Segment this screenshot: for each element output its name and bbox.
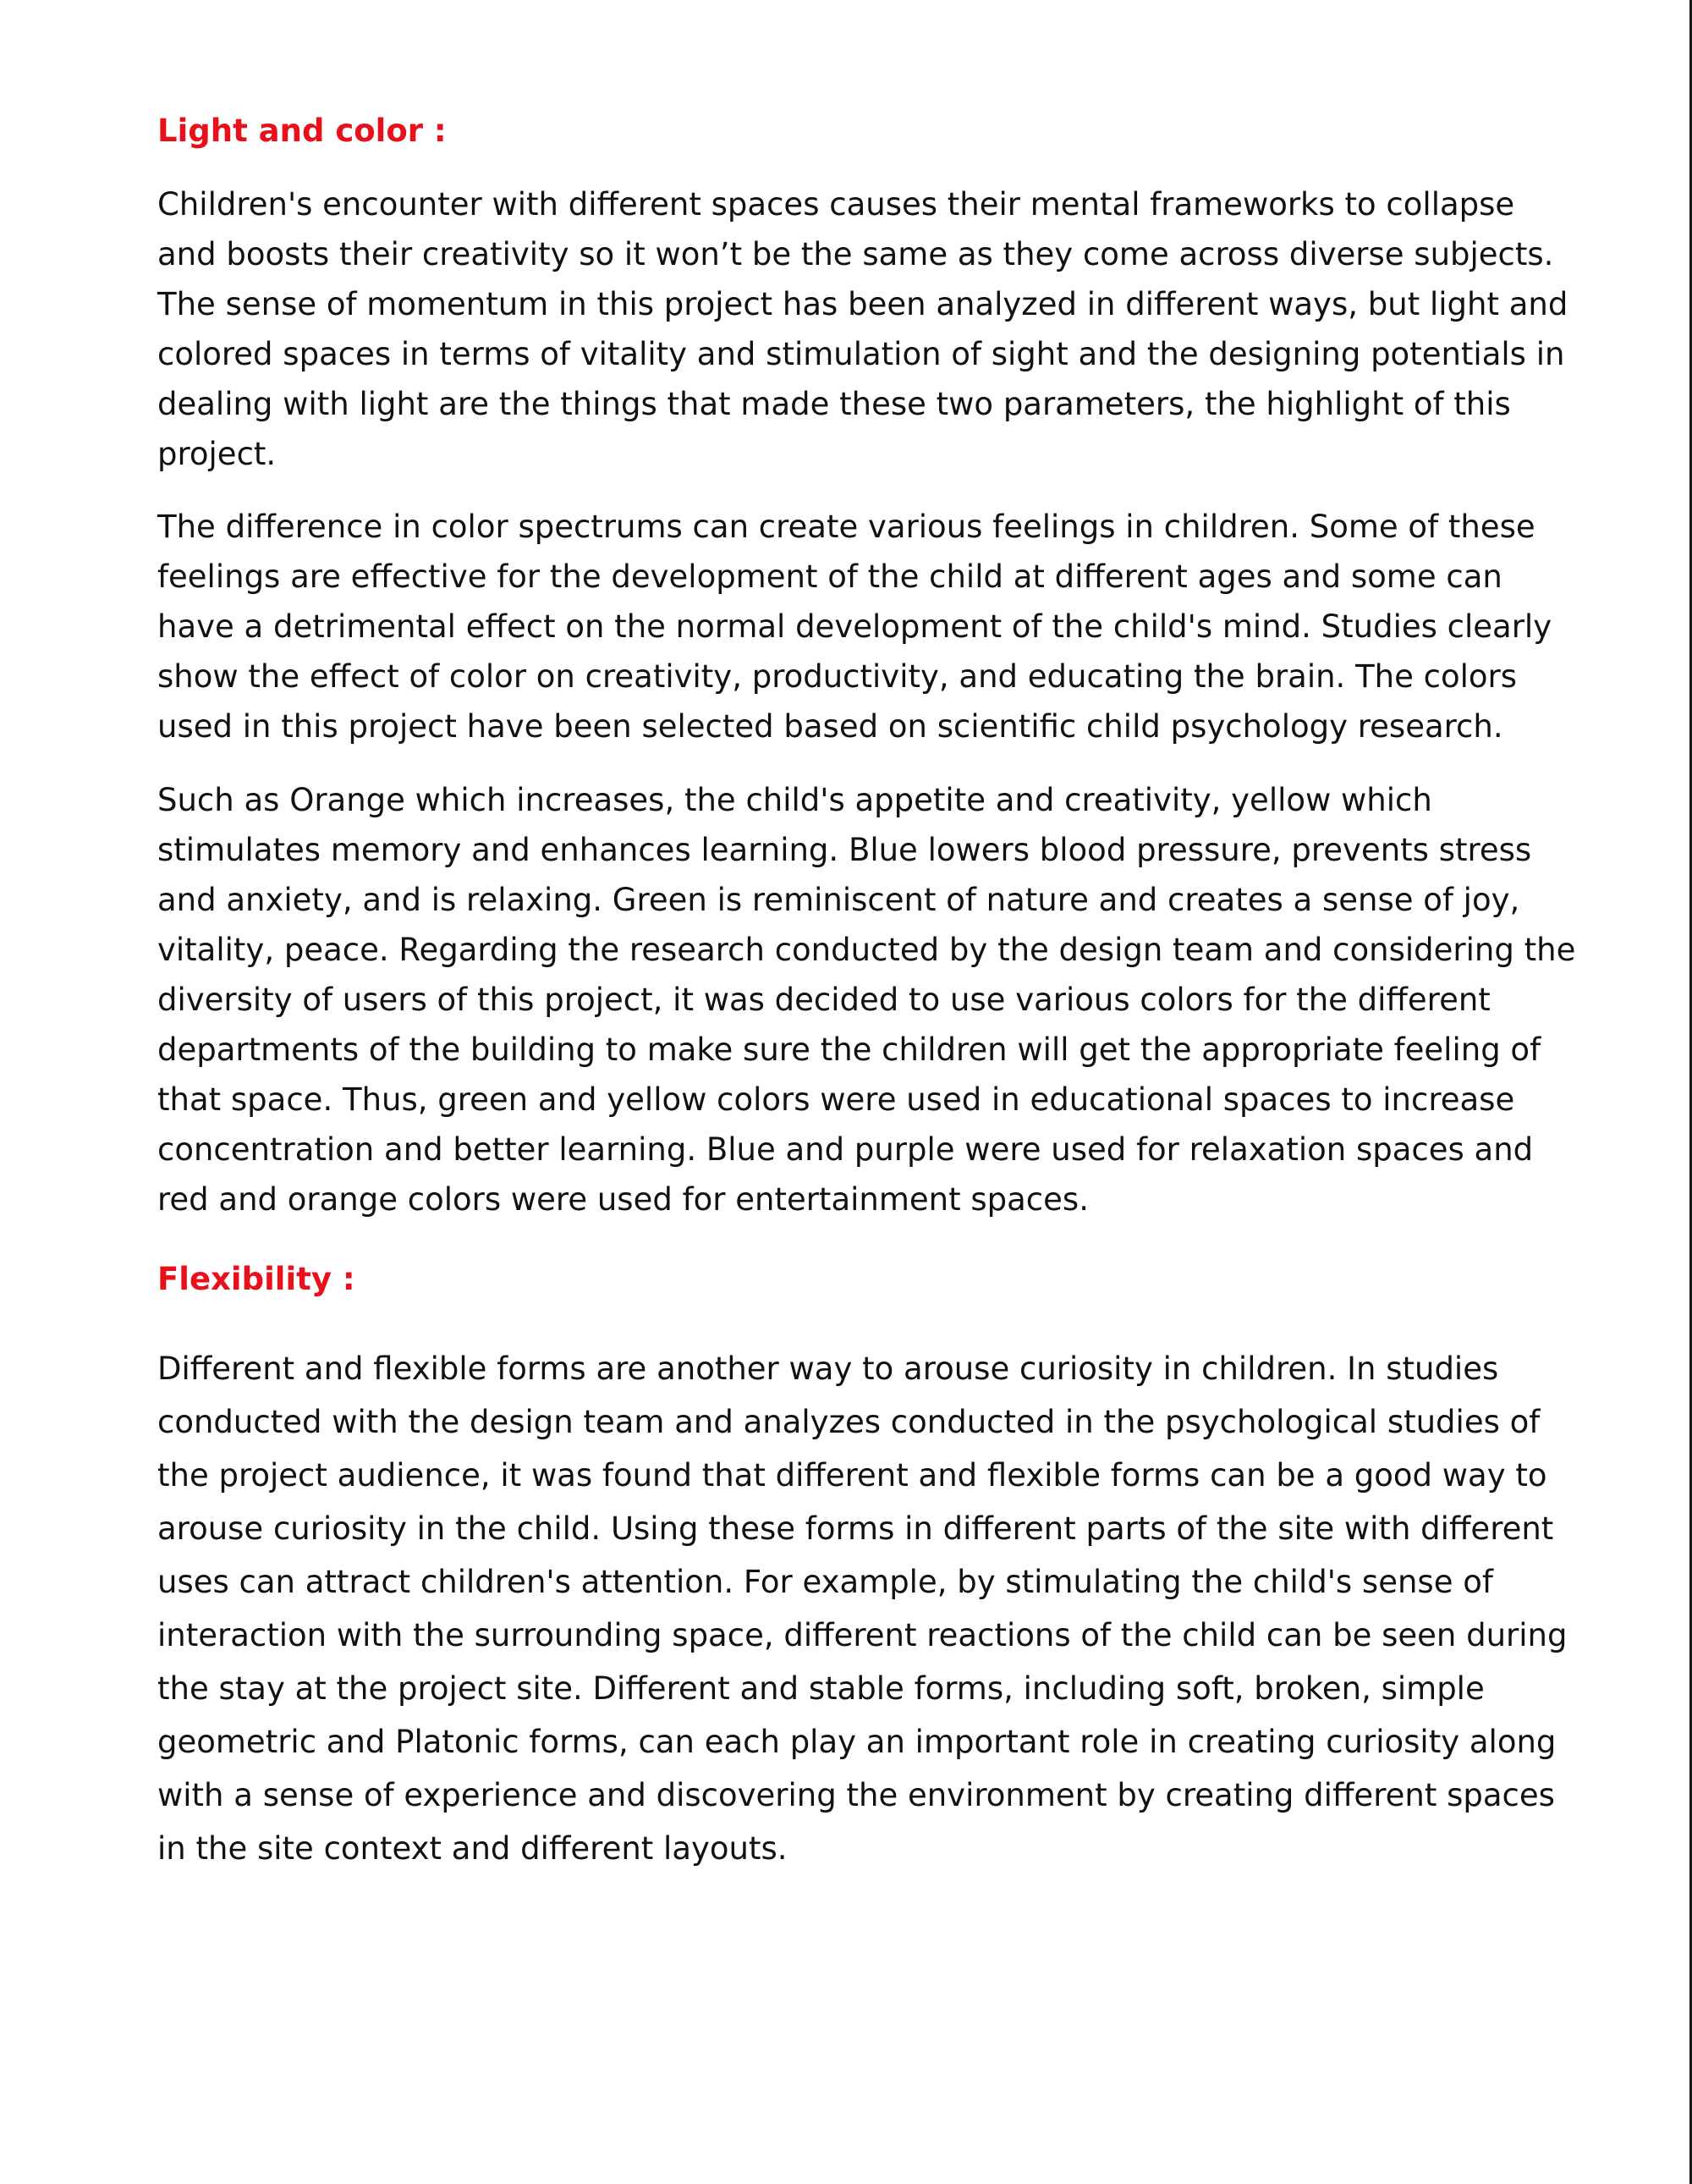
section-heading: Flexibility : xyxy=(157,1261,355,1297)
paragraph: Such as Orange which increases, the child's appetite and creativity, yellow which stimulates memory and enhances learning. Blue lowers blood pressure, prevents stress and anxiety, and is relaxing. Green is reminiscent of nature and creates a sense of joy, vitality, peace. Regarding the research conducted by the design team and considering the diversity of users of this project, it was decided to use various colors for the different departments of the building to make sure the children will get the appropriate feeling of that space. Thus, green and yellow colors were used in educational spaces to increase concentration and better learning. Blue and purple were used for relaxation spaces and red and orange colors were used for entertainment spaces. xyxy=(157,782,1576,1218)
paragraph-flexibility-1-block xyxy=(157,1342,1579,1875)
paragraph: Children's encounter with different spaces causes their mental frameworks to collapse and boosts their creativity so it won’t be the same as they come across diverse subjects. The sense of momentum in this project has been analyzed in different ways, but light and colored spaces in terms of vitality and stimulation of sight and the designing potentials in dealing with light are the things that made these two parameters, the highlight of this project. xyxy=(157,186,1568,472)
paragraph-light-3-block xyxy=(157,775,1579,1224)
paragraph: The difference in color spectrums can create various feelings in children. Some of these feelings are effective for the development of the child at different ages and some can have a detrimental effect on the normal development of the child's mind. Studies clearly show the effect of color on creativity, productivity, and educating the brain. The colors used in this project have been selected based on scientific child psychology research. xyxy=(157,509,1552,745)
section-flexibility xyxy=(157,1258,1579,1301)
section-light-and-color xyxy=(157,110,1579,152)
paragraph: Different and flexible forms are another way to arouse curiosity in children. In studies conducted with the design team and analyzes conducted in the psychological studies of the project audience, it was found that different and flexible forms can be a good way to arouse curiosity in the child. Using these forms in different parts of the site with different uses can attract children's attention. For example, by stimulating the child's sense of interaction with the surrounding space, different reactions of the child can be seen during the stay at the project site. Different and stable forms, including soft, broken, simple geometric and Platonic forms, can each play an important role in creating curiosity along with a sense of experience and discovering the environment by creating different spaces in the site context and different layouts. xyxy=(157,1351,1568,1867)
paragraph-light-1-block xyxy=(157,179,1579,479)
paragraph-light-2-block xyxy=(157,502,1579,751)
section-heading: Light and color : xyxy=(157,113,447,149)
